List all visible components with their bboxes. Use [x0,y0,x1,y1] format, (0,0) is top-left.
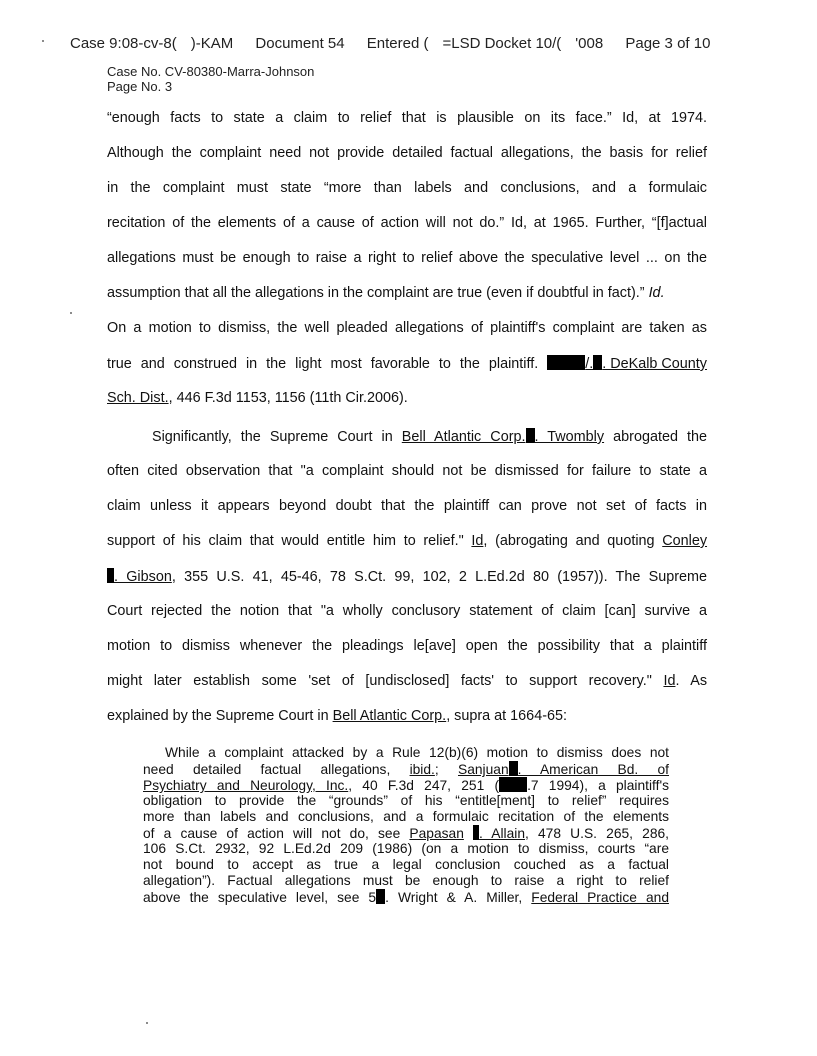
quote-line: allegation”). Factual allegations must be enough to raise a right to relief [143,873,669,888]
case-number: Case No. CV-80380-Marra-Johnson [107,64,315,79]
body-line: Court rejected the notion that "a wholly conclusory statement of claim [can] survive a [107,603,707,619]
quote-line: 106 S.Ct. 2932, 92 L.Ed.2d 209 (1986) (on a motion to dismiss, courts “are [143,841,669,856]
quote-line: need detailed factual allegations, ibid.; Sanjuan . American Bd. of [143,762,670,777]
body-line: true and construed in the light most favorable to the plaintiff. /. . DeKalb County [107,356,707,372]
scan-speck [146,1022,148,1024]
quote-line: While a complaint attacked by a Rule 12(b)(6) motion to dismiss does not [165,745,669,760]
body-line: assumption that all the allegations in the complaint are true (even if doubtful in fact).” Id. [107,285,665,301]
body-line: often cited observation that "a complaint should not be dismissed for failure to state a [107,463,707,479]
redaction-block [526,428,535,443]
quote-line: more than labels and conclusions, and a formulaic recitation of the elements [143,809,669,824]
body-line: explained by the Supreme Court in Bell Atlantic Corp., supra at 1664-65: [107,708,567,724]
body-line: Significantly, the Supreme Court in Bell Atlantic Corp. . Twombly abrogated the [152,429,708,445]
scan-speck [42,40,44,42]
body-line: recitation of the elements of a cause of action will not do.” Id, at 1965. Further, “[f]actual [107,215,707,231]
quote-line: not bound to accept as true a legal conclusion couched as a factual [143,857,669,872]
body-line: Sch. Dist., 446 F.3d 1153, 1156 (11th Cir.2006). [107,390,408,406]
quote-line: Psychiatry and Neurology, Inc., 40 F.3d 247, 251 ( .7 1994), a plaintiff's [143,778,670,793]
body-line: in the complaint must state “more than labels and conclusions, and a formulaic [107,180,707,196]
quote-line: of a cause of action will not do, see Papasan . Allain, 478 U.S. 265, 286, [143,826,669,841]
body-line: On a motion to dismiss, the well pleaded allegations of plaintiff's complaint are taken as [107,320,707,336]
page-number: Page No. 3 [107,79,173,94]
body-line: claim unless it appears beyond doubt that the plaintiff can prove not set of facts in [107,498,707,514]
quote-line: above the speculative level, see 5 . Wright & A. Miller, Federal Practice and [143,890,669,905]
redaction-block [547,355,585,370]
redaction-block [499,777,527,792]
header-page: Page 3 of 10 [625,35,711,52]
header-entered: Entered ( =LSD Docket 10/( '008 [366,35,604,52]
header-document: Document 54 [255,35,345,52]
body-line: allegations must be enough to raise a right to relief above the speculative level ... on the [107,250,707,266]
body-line: . Gibson, 355 U.S. 41, 45-46, 78 S.Ct. 99, 102, 2 L.Ed.2d 80 (1957)). The Supreme [107,568,707,585]
quote-line: obligation to provide the “grounds” of his “entitle[ment] to relief” requires [143,793,669,808]
body-line: might later establish some 'set of [undisclosed] facts' to support recovery." Id. As [107,673,708,689]
header-case-number: Case 9:08-cv-8( )-KAM [70,35,234,52]
docket-header [70,35,728,52]
redaction-block [509,761,518,776]
body-line: Although the complaint need not provide detailed factual allegations, the basis for relief [107,145,707,161]
redaction-block [107,568,114,583]
body-line: support of his claim that would entitle him to relief." Id, (abrogating and quoting Conley [107,533,708,549]
redaction-block [593,355,602,370]
scan-speck [70,312,72,314]
body-line: motion to dismiss whenever the pleadings le[ave] open the possibility that a plaintiff [107,638,707,654]
case-info [107,64,314,94]
redaction-block [376,889,385,904]
body-line: “enough facts to state a claim to relief that is plausible on its face.” Id, at 1974. [107,110,707,126]
